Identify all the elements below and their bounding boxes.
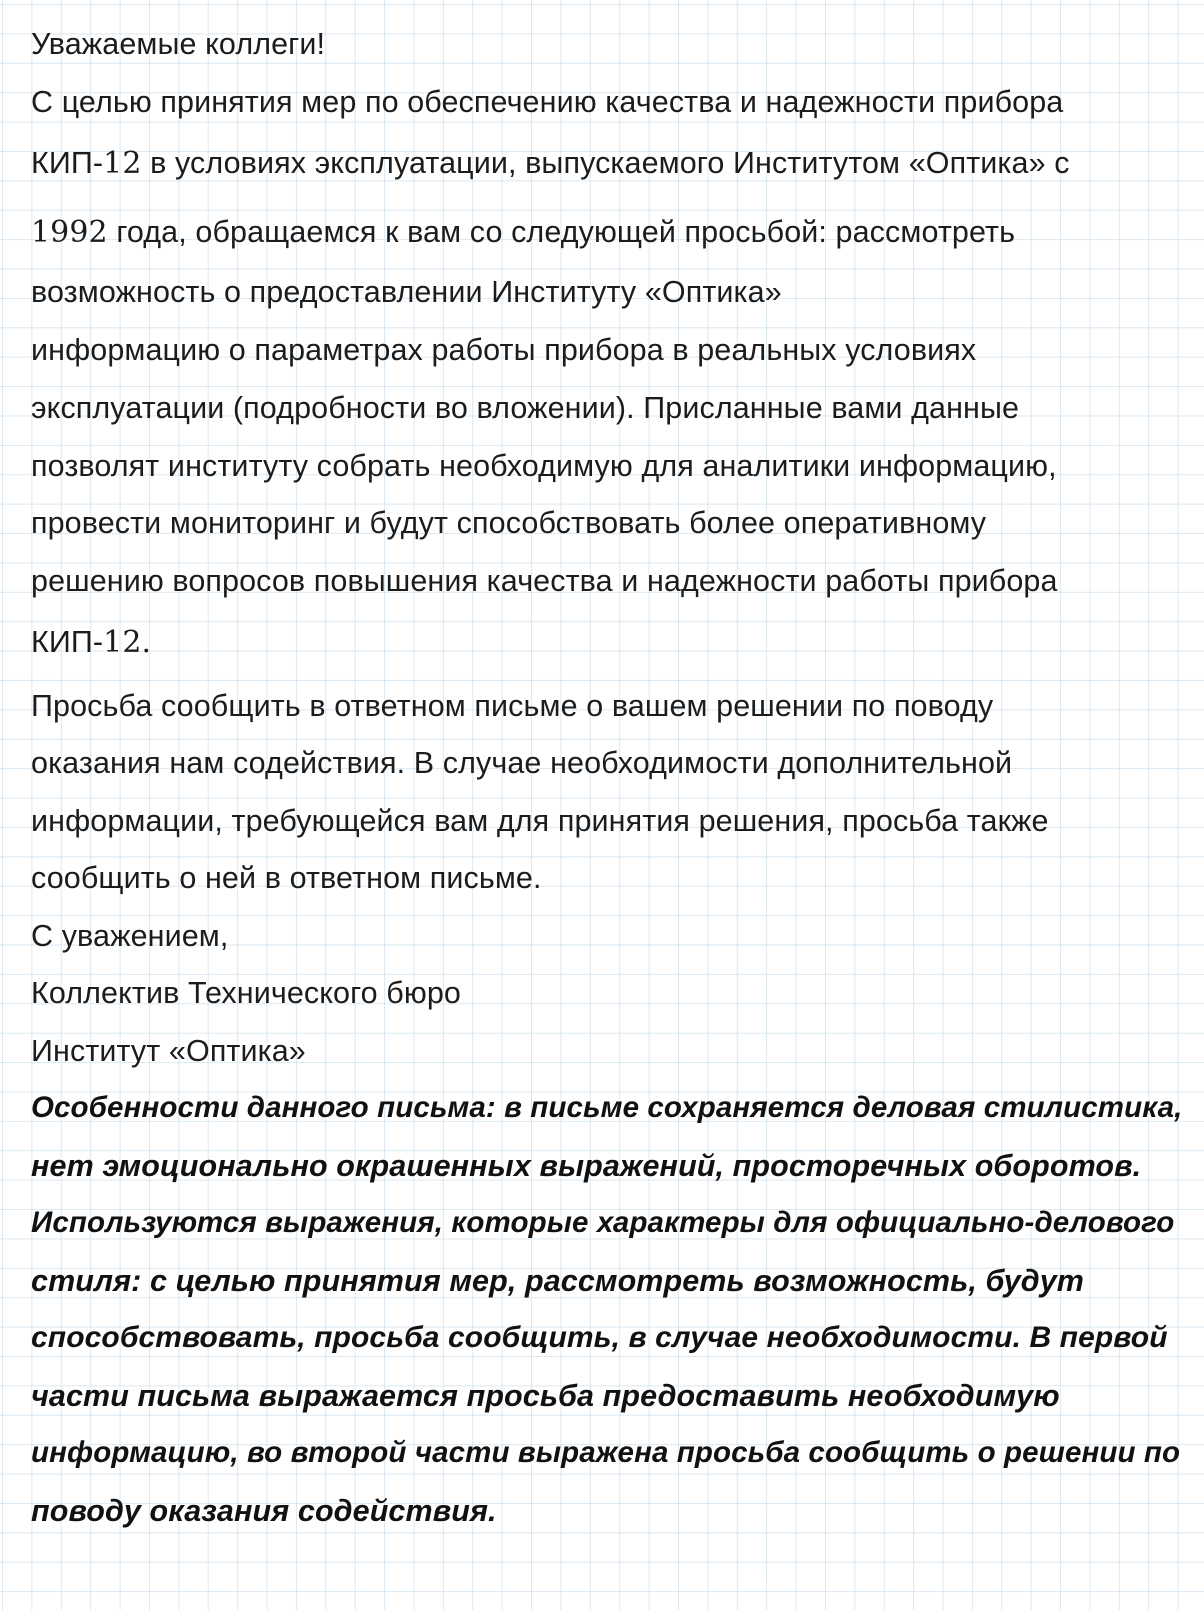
device-number: 12. [103, 625, 152, 660]
paragraph-1-line-6: эксплуатации (подробности во вложении). Присланные вами данные [31, 391, 1020, 425]
analysis-line-6: части письма выражается просьба предоставить необходимую [31, 1379, 1060, 1413]
analysis-line-4: стиля: с целью принятия мер, рассмотреть возможность, будут [31, 1264, 1085, 1298]
device-name: КИП- [31, 146, 104, 180]
device-name: КИП- [31, 625, 104, 659]
paragraph-1-line-3-text: года, обращаемся к вам со следующей просьбой: рассмотреть [107, 215, 1016, 249]
paragraph-1-line-9: решению вопросов повышения качества и надежности работы прибора [31, 564, 1058, 598]
year-number: 1992 [31, 215, 108, 250]
closing-regards: С уважением, [31, 919, 229, 953]
closing-institute: Институт «Оптика» [31, 1034, 306, 1068]
paragraph-1-line-2 [31, 143, 1070, 184]
analysis-line-7: информацию, во второй части выражена просьба сообщить о решении по [31, 1436, 1181, 1469]
paragraph-1-line-7: позволят институту собрать необходимую для аналитики информацию, [31, 449, 1057, 483]
paragraph-1-line-10 [31, 622, 151, 663]
analysis-line-1: Особенности данного письма: в письме сохраняется деловая стилистика, [31, 1091, 1183, 1124]
paragraph-1-line-3 [31, 212, 1015, 253]
analysis-line-8: поводу оказания содействия. [31, 1494, 497, 1528]
paragraph-1-line-1: С целью принятия мер по обеспечению качества и надежности прибора [31, 85, 1064, 119]
closing-team: Коллектив Технического бюро [31, 976, 461, 1010]
paragraph-1-line-2-text: в условиях эксплуатации, выпускаемого Институтом «Оптика» с [141, 146, 1070, 180]
analysis-line-3: Используются выражения, которые характеры для официально-делового [31, 1206, 1175, 1239]
analysis-line-2: нет эмоционально окрашенных выражений, просторечных оборотов. [31, 1149, 1142, 1183]
paragraph-1-line-4: возможность о предоставлении Институту «Оптика» [31, 275, 782, 309]
greeting: Уважаемые коллеги! [31, 27, 326, 61]
paragraph-1-line-5: информацию о параметрах работы прибора в реальных условиях [31, 333, 977, 367]
paragraph-1-line-8: провести мониторинг и будут способствовать более оперативному [31, 506, 987, 540]
analysis-line-5: способствовать, просьба сообщить, в случае необходимости. В первой [31, 1321, 1168, 1354]
paragraph-2-line-4: сообщить о ней в ответном письме. [31, 861, 542, 895]
paragraph-2-line-1: Просьба сообщить в ответном письме о вашем решении по поводу [31, 689, 994, 723]
device-number: 12 [103, 146, 142, 181]
paragraph-2-line-3: информации, требующейся вам для принятия решения, просьба также [31, 804, 1049, 838]
paragraph-2-line-2: оказания нам содействия. В случае необходимости дополнительной [31, 746, 1013, 780]
